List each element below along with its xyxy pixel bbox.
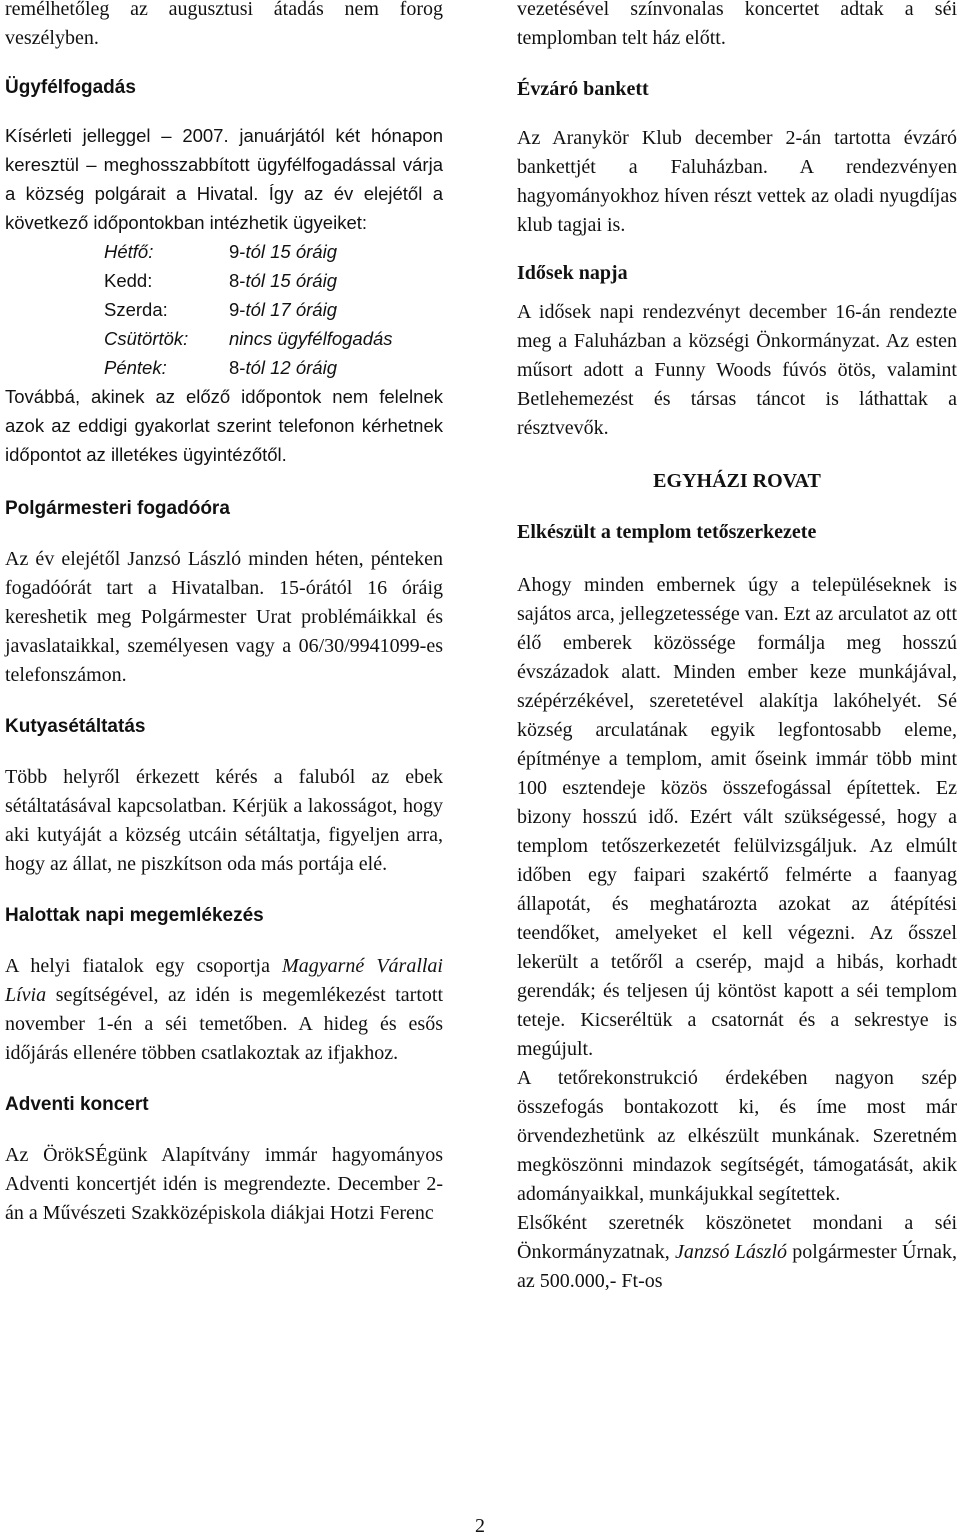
right-column	[517, 0, 957, 1296]
schedule-time-start: 9-	[229, 241, 246, 262]
schedule-row	[5, 266, 443, 295]
heading-evzaro-bankett: Évzáró bankett	[517, 78, 649, 100]
schedule-day: Kedd:	[104, 270, 153, 291]
schedule-row	[5, 295, 443, 324]
schedule-time-start: 8-	[229, 357, 246, 378]
schedule-time-start: 8-	[229, 270, 246, 291]
continued-paragraph: vezetésével színvonalas koncertet adtak a séi templomban telt ház előtt.	[517, 0, 957, 49]
halottak-text: A helyi fiatalok egy csoportja	[5, 955, 283, 977]
page-number: 2	[475, 1515, 485, 1537]
office-hours-schedule	[5, 237, 443, 382]
ugyfelfogadas-paragraph: Kísérleti jelleggel – 2007. januárjától két hónapon keresztül – meghosszabbított ügyfélfogadással várja a község polgárait a Hivatal. Így az év elejétől a következő időpontokban intézhetik ügyeiket:	[5, 125, 443, 233]
heading-templom-tetoszerkezete: Elkészült a templom tetőszerkezete	[517, 521, 817, 543]
heading-polgarmesteri-fogadoora: Polgármesteri fogadóóra	[5, 498, 230, 519]
templom-text: polgármester Úrnak, az 500.000,- Ft-os	[517, 1241, 957, 1292]
heading-ugyfelfogadas: Ügyfélfogadás	[5, 77, 136, 98]
heading-halottak-napi: Halottak napi megemlékezés	[5, 905, 264, 926]
heading-adventi-koncert: Adventi koncert	[5, 1094, 149, 1115]
schedule-time-end: tól 15 óráig	[245, 270, 337, 291]
halottak-name: Magyarné Várallai Lívia	[5, 955, 443, 1006]
tovabba-paragraph: Továbbá, akinek az előző időpontok nem felelnek azok az eddigi gyakorlat szerint telefonon kérhetnek időpontot az illetékes ügyintézőtől.	[5, 386, 443, 465]
evzaro-paragraph: Az Aranykör Klub december 2-án tartotta évzáró bankettjét a Faluházban. A rendezvényen hagyományokhoz híven részt vettek az oladi nyugdíjas klub tagjai is.	[517, 127, 957, 236]
schedule-day: Csütörtök:	[104, 328, 189, 349]
adventi-paragraph: Az ÖrökSÉgünk Alapítvány immár hagyományos Adventi koncertjét idén is megrendezte. December 2-án a Művészeti Szakközépiskola diákjai Hotzi Ferenc	[5, 1144, 443, 1224]
templom-text: Elsőként szeretnék köszönetet mondani a séi Önkormányzatnak,	[517, 1212, 957, 1263]
intro-paragraph: remélhetőleg az augusztusi átadás nem forog veszélyben.	[5, 0, 443, 49]
templom-paragraph-1: Ahogy minden embernek úgy a településeknek is sajátos arca, jellegzetessége van. Ezt az arculatot az ott élő emberek közössége formálja meg hosszú évszázadok alatt. Minden ember keze munkájával, szépérzékével, szeretetével alakítja lakóhelyét. Sé község arculatának egyik legfontosabb eleme, építménye a templom, amit őseink immár több mint 100 esztendeje közös összefogással építettek. Ez bizony hosszú idő. Ezért vált szükségessé, hogy a templom tetőszerkezetét felülvizsgáljuk. Az elmúlt időben egy faipari szakértő felmérte a faanyag állapotát, és meghatározta azokat az átépítési teendőket, amelyeket el kell végezni. Az ősszel lekerült a tetőről a cserép, majd a hibás, korhadt gerendák; és teljesen új köntöst kapott a séi templom teteje. Kicseréltük a csatornát és a sekrestye is megújult.	[517, 574, 957, 1060]
idosek-paragraph: A idősek napi rendezvényt december 16-án rendezte meg a Faluházban a községi Önkormányzat. Az esten műsort adott a Funny Woods fúvós ötös, valamint Betlehemezést és társas táncot is láthattak a résztvevők.	[517, 301, 957, 439]
mayor-name: Janzsó László	[675, 1241, 788, 1263]
halottak-text: segítségével, az idén is megemlékezést tartott november 1-én a séi temetőben. A hideg és esős időjárás ellenére többen csatlakoztak az ifjakhoz.	[5, 984, 443, 1064]
schedule-day: Hétfő:	[104, 241, 154, 262]
templom-paragraph-2: A tetőrekonstrukció érdekében nagyon szép összefogás bontakozott ki, és íme most már örvendezhetünk az elkészült munkának. Szeretném megköszönni mindazok segítségét, támogatását, akik adományaikkal, munkájukkal segítettek.	[517, 1067, 957, 1205]
polgarmesteri-paragraph: Az év elejétől Janzsó László minden héten, pénteken fogadóórát tart a Hivatalban. 15-órától 16 óráig kereshetik meg Polgármester Urat problémáikkal és javaslataikkal, személyesen vagy a 06/30/9941099-es telefonszámon.	[5, 548, 443, 686]
left-column	[5, 0, 443, 1228]
schedule-day: Péntek:	[104, 357, 167, 378]
schedule-time-end: nincs ügyfélfogadás	[229, 328, 393, 349]
heading-idosek-napja: Idősek napja	[517, 262, 628, 284]
halottak-paragraph	[5, 952, 443, 1068]
kutyasetaltatas-paragraph: Több helyről érkezett kérés a faluból az ebek sétáltatásával kapcsolatban. Kérjük a lakosságot, hogy aki kutyáját a község utcáin sétáltatja, figyeljen arra, hogy az állat, ne piszkítson oda más portája elé.	[5, 766, 443, 875]
schedule-time-end: tól 15 óráig	[245, 241, 337, 262]
heading-kutyasetaltatas: Kutyasétáltatás	[5, 716, 146, 737]
templom-paragraph-3	[517, 1209, 957, 1296]
schedule-time-start: 9-	[229, 299, 246, 320]
schedule-row	[5, 324, 443, 353]
heading-egyhazi-rovat: EGYHÁZI ROVAT	[653, 470, 821, 492]
schedule-day: Szerda:	[104, 299, 168, 320]
schedule-row	[5, 237, 443, 266]
schedule-row	[5, 353, 443, 382]
schedule-time-end: tól 12 óráig	[245, 357, 337, 378]
schedule-time-end: tól 17 óráig	[245, 299, 337, 320]
